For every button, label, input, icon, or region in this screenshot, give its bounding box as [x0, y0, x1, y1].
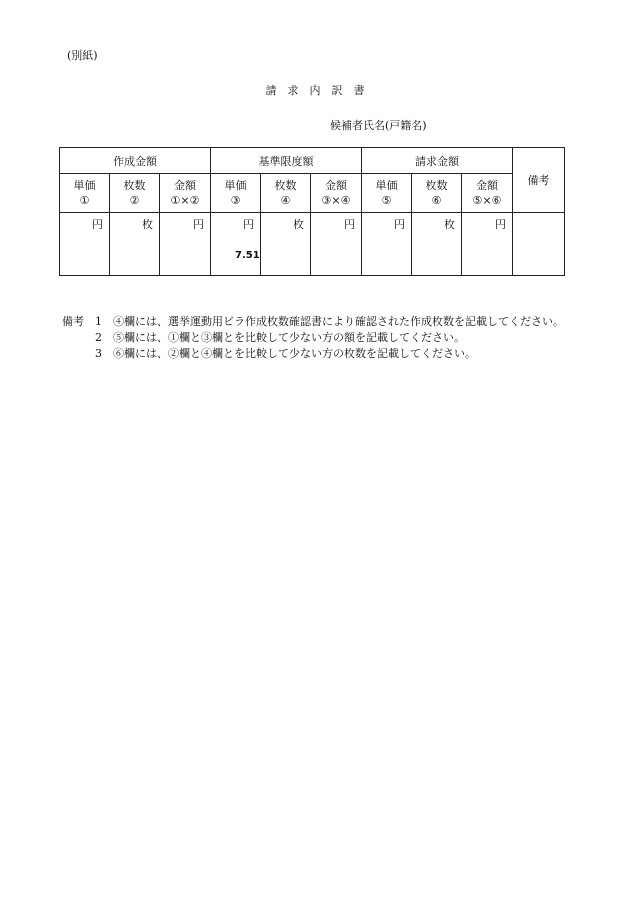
entry-cell[interactable] — [60, 213, 110, 276]
unit-label: 枚 — [293, 218, 304, 231]
sub-header-cell: 枚数 ④ — [261, 174, 311, 213]
note-item — [62, 330, 582, 346]
notes-section — [62, 314, 582, 362]
entry-cell[interactable] — [362, 213, 412, 276]
unit-label: 円 — [92, 218, 103, 231]
sub-header-cell: 単価 ① — [60, 174, 110, 213]
unit-label: 円 — [344, 218, 356, 231]
entry-cell[interactable] — [211, 213, 261, 276]
group-header-claim-amount: 請求金額 — [362, 148, 513, 174]
note-number: 1 — [95, 315, 102, 328]
entry-cell[interactable] — [160, 213, 211, 276]
sub-header-cell: 単価 ⑤ — [362, 174, 412, 213]
sub-header-cell: 金額 ③×④ — [311, 174, 362, 213]
entry-cell[interactable] — [110, 213, 160, 276]
unit-label: 円 — [394, 218, 406, 231]
note-item — [62, 346, 582, 362]
unit-label: 円 — [243, 218, 254, 231]
entry-cell[interactable] — [412, 213, 462, 276]
annex-label: (別紙) — [67, 49, 98, 62]
group-header-row — [60, 148, 565, 174]
remarks-entry-cell[interactable] — [513, 213, 565, 276]
group-header-remarks: 備考 — [513, 148, 565, 213]
unit-label: 枚 — [142, 218, 153, 231]
claim-breakdown-table — [59, 147, 565, 276]
note-item — [62, 314, 582, 330]
sub-header-cell: 金額 ⑤×⑥ — [462, 174, 513, 213]
group-header-standard-limit: 基準限度額 — [211, 148, 362, 174]
notes-label: 備考 — [62, 315, 84, 328]
sub-header-cell: 金額 ①×② — [160, 174, 211, 213]
entry-cell[interactable] — [261, 213, 311, 276]
note-number: 3 — [95, 347, 102, 360]
sub-header-cell: 枚数 ② — [110, 174, 160, 213]
note-text: ⑥欄には、②欄と④欄とを比較して少ない方の枚数を記載してください。 — [113, 347, 476, 360]
note-number: 2 — [95, 331, 102, 344]
sub-header-cell: 枚数 ⑥ — [412, 174, 462, 213]
unit-label: 円 — [193, 218, 204, 231]
unit-label: 円 — [495, 218, 507, 231]
entry-cell[interactable] — [311, 213, 362, 276]
base-unit-price: 7.51 — [235, 250, 260, 261]
data-entry-row — [60, 213, 565, 276]
sub-header-cell: 単価 ③ — [211, 174, 261, 213]
sub-header-row — [60, 174, 565, 213]
entry-cell[interactable] — [462, 213, 513, 276]
unit-label: 枚 — [444, 218, 456, 231]
document-title: 請求内訳書 — [265, 84, 376, 97]
group-header-production-amount: 作成金額 — [60, 148, 211, 174]
note-text: ④欄には、選挙運動用ビラ作成枚数確認書により確認された作成枚数を記載してください。 — [113, 315, 564, 328]
candidate-name-label: 候補者氏名(戸籍名) — [330, 119, 427, 132]
note-text: ⑤欄には、①欄と③欄とを比較して少ない方の額を記載してください。 — [113, 331, 465, 344]
